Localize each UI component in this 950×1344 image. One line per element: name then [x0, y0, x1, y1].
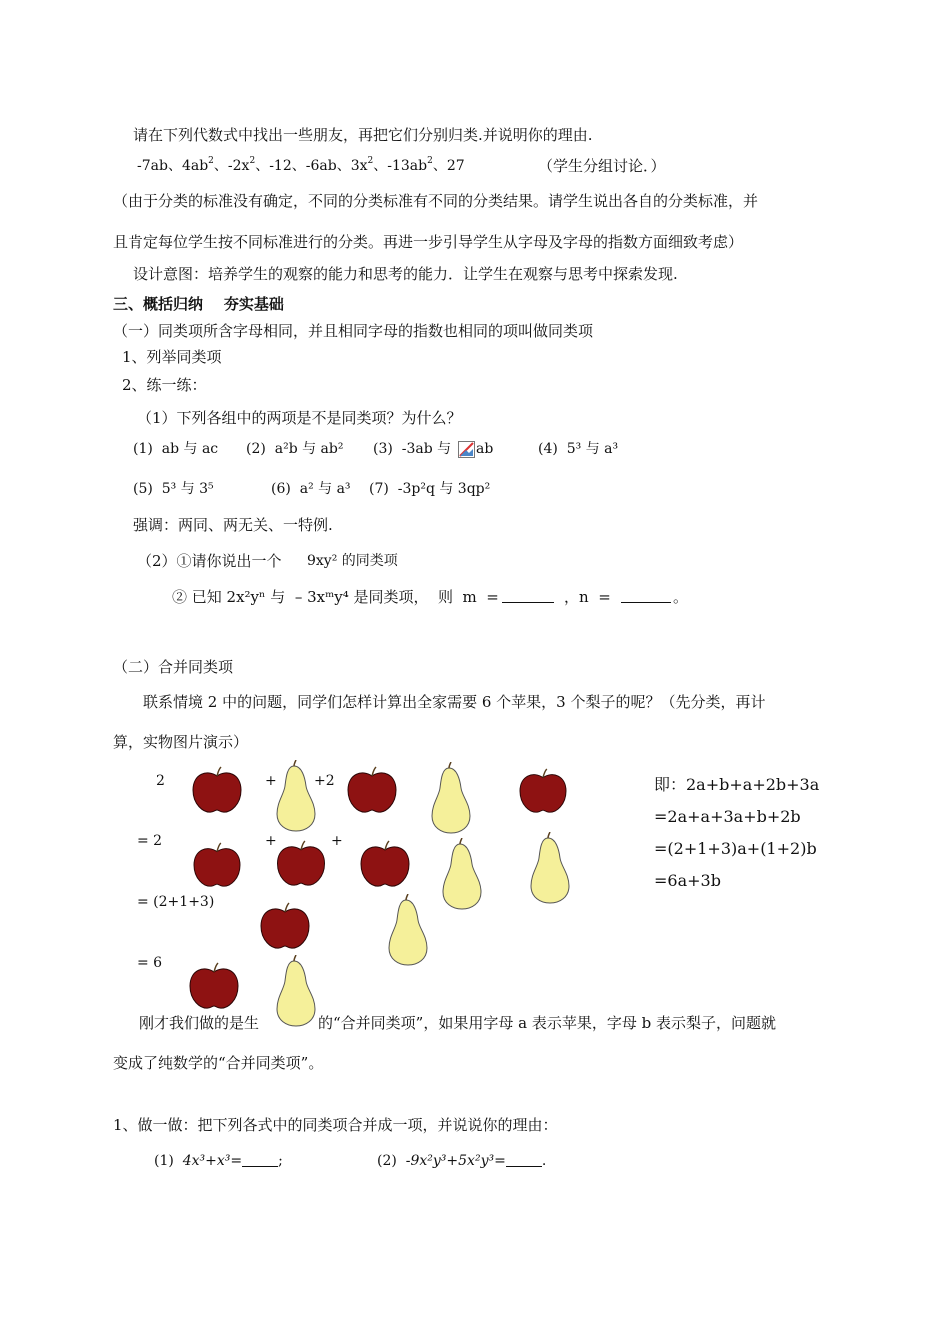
apple-icon: [359, 840, 411, 888]
exercise-1-label: (1): [154, 1153, 174, 1169]
part2-para-line2: 算，实物图片演示）: [113, 733, 249, 751]
design-intent: 设计意图：培养学生的观察的能力和思考的能力．让学生在观察与思考中探索发现.: [133, 265, 678, 283]
group-note: （学生分组讨论．）: [538, 157, 666, 175]
n-blank[interactable]: [621, 588, 671, 603]
pair-3-tail: ab: [476, 441, 494, 457]
apple-icon: [259, 902, 311, 950]
term: -7ab: [137, 158, 168, 174]
pear-icon: [529, 832, 571, 904]
pic-label: +: [331, 833, 343, 849]
pic-label: +: [265, 833, 277, 849]
apple-icon: [191, 842, 243, 888]
equation-line: 即：2a+b+a+2b+3a: [654, 775, 820, 794]
pair-6: (6) a² 与 a³: [271, 481, 351, 497]
q2-part1: （2）①请你说出一个: [137, 552, 282, 570]
q2-part1-term: 9xy² 的同类项: [307, 553, 398, 569]
exercise-2-blank[interactable]: [506, 1152, 542, 1167]
apple-icon: [191, 766, 243, 814]
apple-icon: [275, 840, 327, 887]
term: 3x: [350, 158, 368, 174]
equation-line: =6a+3b: [654, 871, 721, 890]
pair-7: (7) -3p²q 与 3qp²: [369, 481, 491, 497]
pair-4: (4) 5³ 与 a³: [538, 441, 619, 457]
item-2: 2、练一练：: [122, 376, 207, 394]
q2-part2: ② 已知 2x²yⁿ 与 – 3xᵐy⁴ 是同类项，: [172, 588, 429, 606]
pic-label: 2: [156, 773, 165, 789]
q2-m-label: 则 m =: [438, 588, 499, 606]
pic-label: +2: [314, 773, 335, 789]
exercise-1-blank[interactable]: [242, 1152, 278, 1167]
part2-heading: （二）合并同类项: [113, 658, 234, 676]
term: -6ab: [305, 158, 337, 174]
term: -12: [269, 158, 292, 174]
pair-2: (2) a²b 与 ab²: [246, 441, 344, 457]
para2-line1-start: 刚才我们做的是生: [139, 1014, 260, 1032]
pic-label: = (2+1+3): [137, 894, 215, 910]
terms-line: -7ab、$4ab^2$、$-2x^2$、-12、-6ab、$3x^2$、$-13ab^2$、27: [137, 156, 465, 174]
term: 4ab: [181, 158, 209, 174]
section-heading: 三、概括归纳 夯实基础: [113, 295, 284, 313]
m-blank[interactable]: [502, 588, 554, 603]
pear-icon: [430, 762, 472, 834]
term: 27: [446, 158, 465, 174]
pic-label: +: [265, 773, 277, 789]
exercise-2-end: .: [541, 1153, 547, 1169]
q2-end: 。: [673, 588, 689, 606]
pair-1: (1) ab 与 ac: [133, 441, 219, 457]
exercise-2-label: (2): [377, 1153, 397, 1169]
para2-line2: 变成了纯数学的“合并同类项”。: [113, 1054, 324, 1072]
term: -2x: [227, 158, 250, 174]
broken-image-icon: [458, 441, 475, 458]
note-line-1: （由于分类的标准没有确定，不同的分类标准有不同的分类结果。请学生说出各自的分类标准，并: [113, 192, 759, 210]
item-1: 1、列举同类项: [122, 348, 222, 366]
pear-icon: [275, 760, 317, 832]
exercise-2-expression: -9x²y³+5x²y³=: [405, 1153, 506, 1169]
pic-label: = 6: [137, 955, 163, 971]
apple-icon: [188, 962, 240, 1010]
pic-label: = 2: [137, 833, 163, 849]
para2-line1-end: 的“合并同类项”，如果用字母 a 表示苹果，字母 b 表示梨子，问题就: [318, 1014, 776, 1032]
pair-5: (5) 5³ 与 3⁵: [133, 481, 214, 497]
definition: （一）同类项所含字母相同，并且相同字母的指数也相同的项叫做同类项: [113, 322, 594, 340]
emphasis: 强调：两同、两无关、一特例.: [133, 516, 333, 534]
equation-line: =(2+1+3)a+(1+2)b: [654, 839, 817, 858]
pear-icon: [441, 838, 483, 910]
equation-line: =2a+a+3a+b+2b: [654, 807, 801, 826]
exercise-1-end: ;: [278, 1153, 283, 1169]
apple-icon: [517, 768, 569, 814]
exercise-1-expression: 4x³+x³=: [182, 1153, 243, 1169]
exercise-title: 1、做一做：把下列各式中的同类项合并成一项，并说说你的理由：: [113, 1116, 558, 1134]
pair-3: (3) -3ab 与: [373, 441, 452, 457]
pear-icon: [275, 955, 317, 1027]
q2-n-label: ，n =: [564, 588, 611, 606]
exercise-1: [154, 1151, 283, 1171]
question-1: （1）下列各组中的两项是不是同类项？为什么？: [137, 409, 462, 427]
apple-icon: [346, 766, 398, 814]
term: -13ab: [387, 158, 428, 174]
exercise-2: [377, 1151, 546, 1171]
pear-icon: [387, 894, 429, 966]
instruction-text: 请在下列代数式中找出一些朋友，再把它们分别归类.并说明你的理由.: [133, 126, 593, 144]
note-line-2: 且肯定每位学生按不同标准进行的分类。再进一步引导学生从字母及字母的指数方面细致考虑）: [113, 233, 744, 251]
part2-para-line1: 联系情境 2 中的问题，同学们怎样计算出全家需要 6 个苹果，3 个梨子的呢？（先分类，再计: [143, 693, 766, 711]
